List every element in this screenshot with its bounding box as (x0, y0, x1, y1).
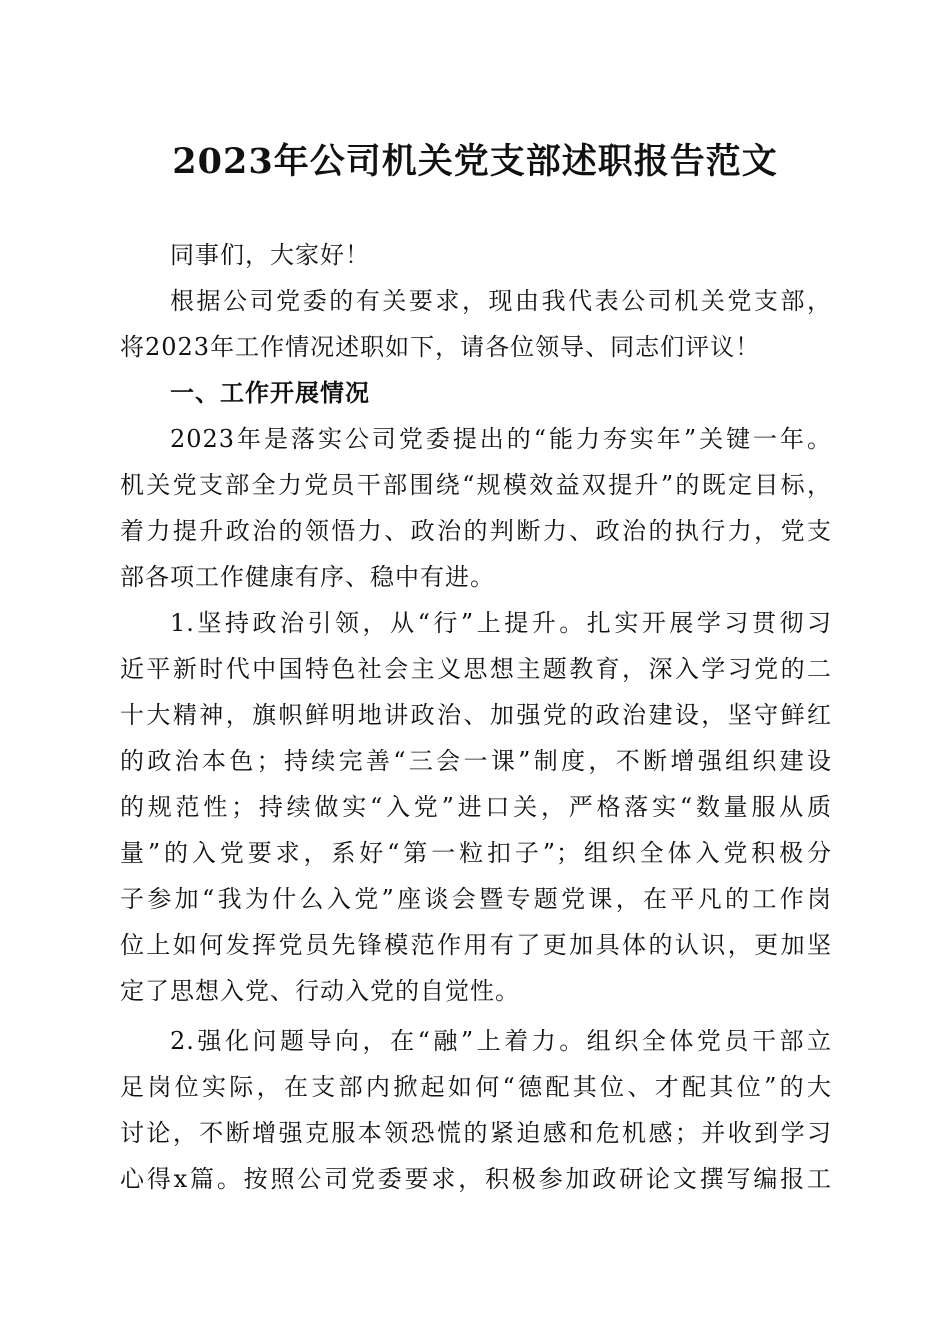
paragraph-line: 讨论，不断增强克服本领恐慌的紧迫感和危机感；并收到学习 (120, 1119, 832, 1147)
paragraph-line: 的规范性；持续做实“入党”进口关，严格落实“数量服从质 (120, 793, 832, 821)
paragraph-line: 心得x篇。按照公司党委要求，积极参加政研论文撰写编报工 (120, 1165, 832, 1193)
section-heading (120, 370, 832, 416)
paragraph-line: 定了思想入党、行动入党的自觉性。 (120, 977, 520, 1005)
document-body (120, 232, 832, 1202)
paragraph-line: 的政治本色；持续完善“三会一课”制度，不断增强组织建设 (120, 747, 832, 775)
paragraph-line: 1.坚持政治引领，从“行”上提升。扎实开展学习贯彻习 (170, 609, 832, 637)
paragraph-line: 位上如何发挥党员先锋模范作用有了更加具体的认识，更加坚 (120, 931, 832, 959)
paragraph-line: 足岗位实际，在支部内掀起如何“德配其位、才配其位”的大 (120, 1073, 832, 1101)
paragraph-line: 近平新时代中国特色社会主义思想主题教育，深入学习党的二 (120, 655, 832, 683)
paragraph-line: 部各项工作健康有序、稳中有进。 (120, 563, 495, 591)
paragraph-line: 将2023年工作情况述职如下，请各位领导、同志们评议！ (120, 333, 761, 361)
paragraph-line: 子参加“我为什么入党”座谈会暨专题党课，在平凡的工作岗 (120, 885, 832, 913)
paragraph-item-1 (120, 600, 832, 1014)
paragraph-item-2 (120, 1018, 832, 1202)
paragraph-line: 同事们，大家好！ (170, 241, 370, 269)
paragraph-line: 着力提升政治的领悟力、政治的判断力、政治的执行力，党支 (120, 517, 832, 545)
paragraph-line: 2023年是落实公司党委提出的“能力夯实年”关键一年。 (170, 425, 832, 453)
paragraph-line: 2.强化问题导向，在“融”上着力。组织全体党员干部立 (170, 1027, 832, 1055)
paragraph-line: 根据公司党委的有关要求，现由我代表公司机关党支部， (170, 287, 832, 315)
paragraph-section-intro (120, 416, 832, 600)
paragraph-line: 机关党支部全力党员干部围绕“规模效益双提升”的既定目标， (120, 471, 832, 499)
document-title: 2023年公司机关党支部述职报告范文 (172, 141, 778, 182)
paragraph-line: 十大精神，旗帜鲜明地讲政治、加强党的政治建设，坚守鲜红 (120, 701, 832, 729)
section-heading-text: 一、工作开展情况 (170, 379, 370, 407)
paragraph-greeting (120, 232, 832, 278)
paragraph-intro (120, 278, 832, 370)
paragraph-line: 量”的入党要求，系好“第一粒扣子”；组织全体入党积极分 (120, 839, 832, 867)
